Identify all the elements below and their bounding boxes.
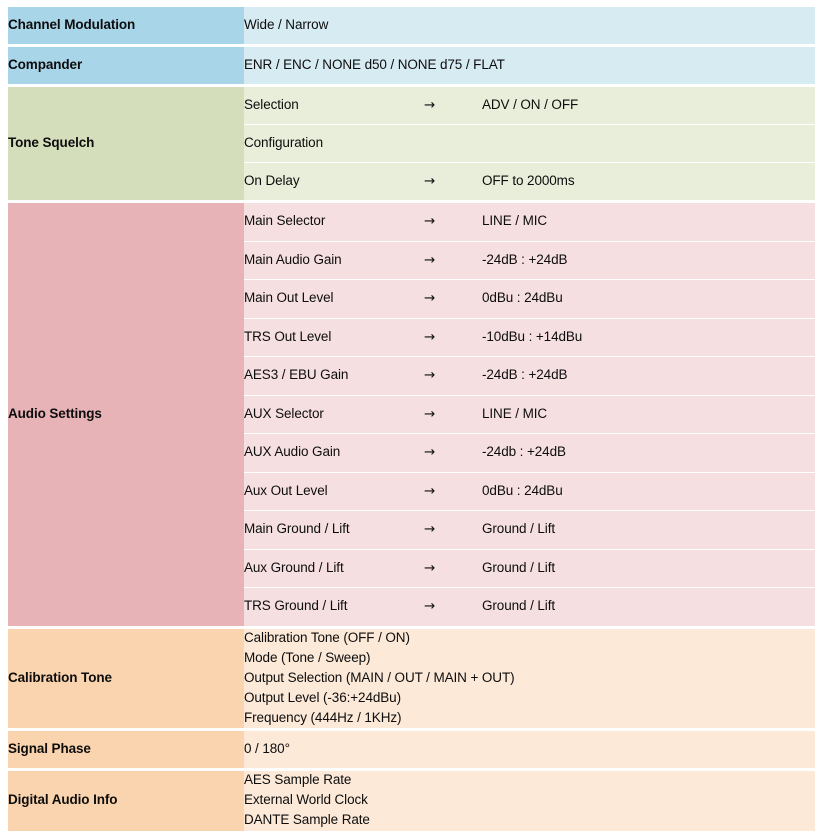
arrow-right-icon: → xyxy=(424,395,482,434)
param-value-line: Output Level (-36:+24dBu) xyxy=(244,689,401,705)
param-value-line: AES Sample Rate xyxy=(244,772,352,788)
arrow-right-icon: → xyxy=(424,86,482,125)
param-name: Configuration xyxy=(244,125,424,163)
param-value: ADV / ON / OFF xyxy=(482,86,815,125)
table-row xyxy=(8,6,815,46)
table-row xyxy=(8,627,815,729)
section-label-compander: Compander xyxy=(8,46,244,86)
param-name: AES3 / EBU Gain xyxy=(244,357,424,396)
param-value: Ground / Lift xyxy=(482,511,815,550)
param-name: Main Selector xyxy=(244,202,424,242)
section-label-calibration-tone: Calibration Tone xyxy=(8,627,244,729)
arrow-right-icon: → xyxy=(424,202,482,242)
param-value: LINE / MIC xyxy=(482,202,815,242)
arrow-right-icon: → xyxy=(424,549,482,588)
param-value-line: Frequency (444Hz / 1KHz) xyxy=(244,709,402,725)
arrow-right-icon: → xyxy=(424,434,482,473)
settings-spec-table xyxy=(8,4,815,831)
arrow-right-icon: → xyxy=(424,472,482,511)
param-name: On Delay xyxy=(244,163,424,202)
param-value: -10dBu : +14dBu xyxy=(482,318,815,357)
section-label-signal-phase: Signal Phase xyxy=(8,729,244,769)
param-name: Aux Out Level xyxy=(244,472,424,511)
param-value: 0dBu : 24dBu xyxy=(482,280,815,319)
param-name: Main Audio Gain xyxy=(244,241,424,280)
arrow-right-icon: → xyxy=(424,511,482,550)
section-label-digital-audio-info: Digital Audio Info xyxy=(8,769,244,830)
table-row xyxy=(8,729,815,769)
section-label-audio-settings: Audio Settings xyxy=(8,202,244,628)
param-value: LINE / MIC xyxy=(482,395,815,434)
arrow-right-icon: → xyxy=(424,318,482,357)
section-label-tone-squelch: Tone Squelch xyxy=(8,86,244,202)
param-name: Aux Ground / Lift xyxy=(244,549,424,588)
param-value: Wide / Narrow xyxy=(244,6,815,46)
param-value-line: Calibration Tone (OFF / ON) xyxy=(244,630,410,645)
param-value-list xyxy=(244,627,815,729)
section-label-channel-modulation: Channel Modulation xyxy=(8,6,244,46)
param-value: -24dB : +24dB xyxy=(482,357,815,396)
param-value-line: Mode (Tone / Sweep) xyxy=(244,649,371,665)
arrow-right-icon: → xyxy=(424,241,482,280)
arrow-right-icon: → xyxy=(424,588,482,628)
param-value-line: External World Clock xyxy=(244,792,368,808)
param-name: Selection xyxy=(244,86,424,125)
param-value: -24dB : +24dB xyxy=(482,241,815,280)
arrow-right-icon: → xyxy=(424,357,482,396)
param-name: Main Ground / Lift xyxy=(244,511,424,550)
param-value: Ground / Lift xyxy=(482,549,815,588)
table-row xyxy=(8,46,815,86)
param-value: OFF to 2000ms xyxy=(482,163,815,202)
param-name: TRS Out Level xyxy=(244,318,424,357)
param-value: -24db : +24dB xyxy=(482,434,815,473)
param-value: 0 / 180° xyxy=(244,729,815,769)
param-value: Ground / Lift xyxy=(482,588,815,628)
param-value-list xyxy=(244,769,815,830)
arrow-right-icon xyxy=(424,125,482,163)
param-value xyxy=(482,125,815,163)
table-body xyxy=(8,6,815,831)
arrow-right-icon: → xyxy=(424,163,482,202)
table-row xyxy=(8,86,815,125)
param-value: 0dBu : 24dBu xyxy=(482,472,815,511)
table-row xyxy=(8,202,815,242)
arrow-right-icon: → xyxy=(424,280,482,319)
param-name: AUX Selector xyxy=(244,395,424,434)
param-value-line: DANTE Sample Rate xyxy=(244,812,370,828)
param-value-line: Output Selection (MAIN / OUT / MAIN + OUT) xyxy=(244,669,515,685)
table-row xyxy=(8,769,815,830)
param-name: TRS Ground / Lift xyxy=(244,588,424,628)
param-name: Main Out Level xyxy=(244,280,424,319)
param-name: AUX Audio Gain xyxy=(244,434,424,473)
param-value: ENR / ENC / NONE d50 / NONE d75 / FLAT xyxy=(244,46,815,86)
